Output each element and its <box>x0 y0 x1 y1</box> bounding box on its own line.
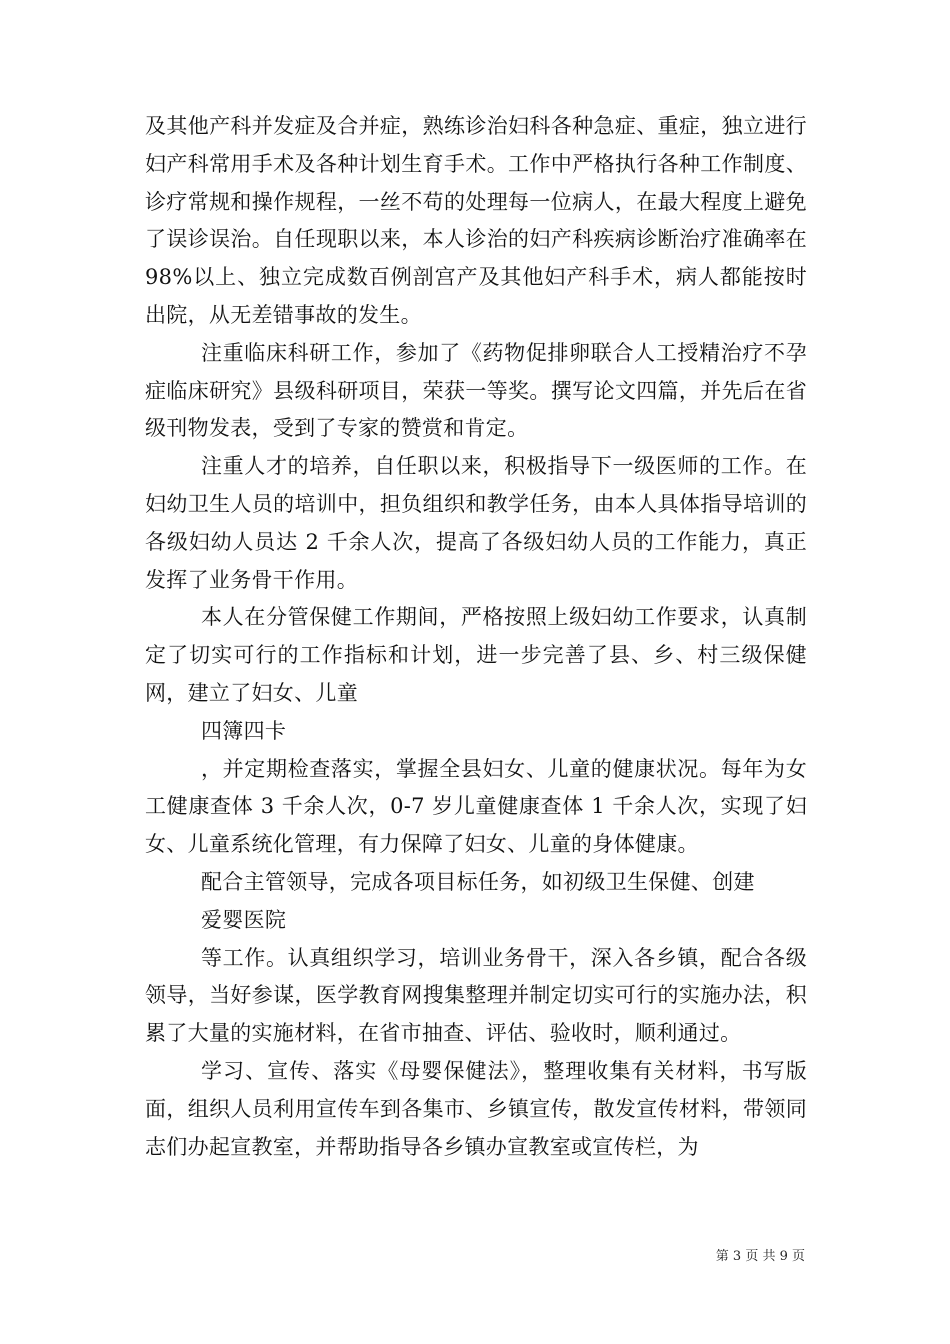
text-line: 及其他产科并发症及合并症，熟练诊治妇科各种急症、重症，独立 <box>145 114 765 138</box>
text-line: 孕症临床研究》县级科研项目，荣获一等奖。撰写论文四篇，并先 <box>145 340 807 403</box>
text-line: 妇女、儿童系统化管理，有力保障了妇女、儿童的身体健康。 <box>145 794 807 857</box>
text-line: 手术，病人都能按时出院，从无差错事故的发生。 <box>145 265 808 327</box>
text-line: 作制度、诊疗常规和操作规程，一丝不苟的处理每一位病人，在最 <box>145 151 807 214</box>
text-line: 配合主管领导，完成各项目标任务，如初级卫生保健、创建 <box>201 869 755 894</box>
paragraph-3 <box>145 448 807 599</box>
text-line: 级领导，当好参谋，医学教育网搜集整理并制定切实可行的实施办 <box>145 945 807 1008</box>
text-line: ，并定期检查落实，掌握全县妇女、儿童的健康状况。每年为 <box>201 756 786 781</box>
paragraph-9 <box>145 940 807 1053</box>
text-line: 学习、宣传、落实《母婴保健法》，整理收集有关材料，书写 <box>201 1058 786 1083</box>
text-line: 注重人才的培养，自任职以来，积极指导下一级医师的工作。 <box>201 454 786 479</box>
text-line: 本人在分管保健工作期间，严格按照上级妇幼工作要求，认真 <box>201 605 786 630</box>
paragraph-6 <box>145 751 807 864</box>
text-line: 制定了切实可行的工作指标和计划，进一步完善了县、乡、村三级 <box>145 605 807 668</box>
paragraph-4 <box>145 599 807 712</box>
paragraph-2 <box>145 335 807 448</box>
text-line: 在妇幼卫生人员的培训中，担负组织和教学任务，由本人具体指导 <box>145 454 807 516</box>
text-line: 诊断治疗准确率在 98%以上、独立完成数百例剖宫产及其他妇产科 <box>145 227 807 290</box>
text-line: 带领同志们办起宣教室，并帮助指导各乡镇办宣教室或宣传栏，为 <box>145 1096 807 1159</box>
text-line: 大程度上避免了误诊误治。自任现职以来，本人诊治的妇产科疾病 <box>145 189 807 252</box>
page-number: 第 3 页 共 9 页 <box>715 1249 805 1264</box>
text-line: 四簿四卡 <box>201 718 287 743</box>
paragraph-8 <box>145 902 807 940</box>
text-line: 等工作。认真组织学习，培训业务骨干，深入各乡镇，配合各 <box>201 945 786 970</box>
text-line: 后在省级刊物发表，受到了专家的赞赏和肯定。 <box>145 378 807 441</box>
paragraph-1 <box>145 108 807 335</box>
text-line: 过。 <box>698 1021 742 1046</box>
text-line: 力，真正发挥了业务骨干作用。 <box>145 529 808 592</box>
paragraph-5 <box>145 713 807 751</box>
text-line: 女工健康查体 3 千余人次，0-7 岁儿童健康查体 1 千余人次，实现了 <box>145 756 807 819</box>
text-line: 注重临床科研工作，参加了《药物促排卵联合人工授精治疗不 <box>201 340 786 365</box>
text-line: 版面，组织人员利用宣传车到各集市、乡镇宣传，散发宣传材料， <box>145 1058 807 1121</box>
text-line: 保健网，建立了妇女、儿童 <box>145 643 807 705</box>
paragraph-7 <box>145 864 807 902</box>
text-line: 培训的各级妇幼人员达 2 千余人次，提高了各级妇幼人员的工作能 <box>145 491 807 554</box>
text-line: 法，积累了大量的实施材料，在省市抽查、评估、验收时，顺利通 <box>145 983 807 1046</box>
document-body <box>145 108 807 1166</box>
text-line: 进行妇产科常用手术及各种计划生育手术。工作中严格执行各种工 <box>145 114 807 176</box>
paragraph-10 <box>145 1053 807 1166</box>
text-line: 爱婴医院 <box>201 907 287 932</box>
